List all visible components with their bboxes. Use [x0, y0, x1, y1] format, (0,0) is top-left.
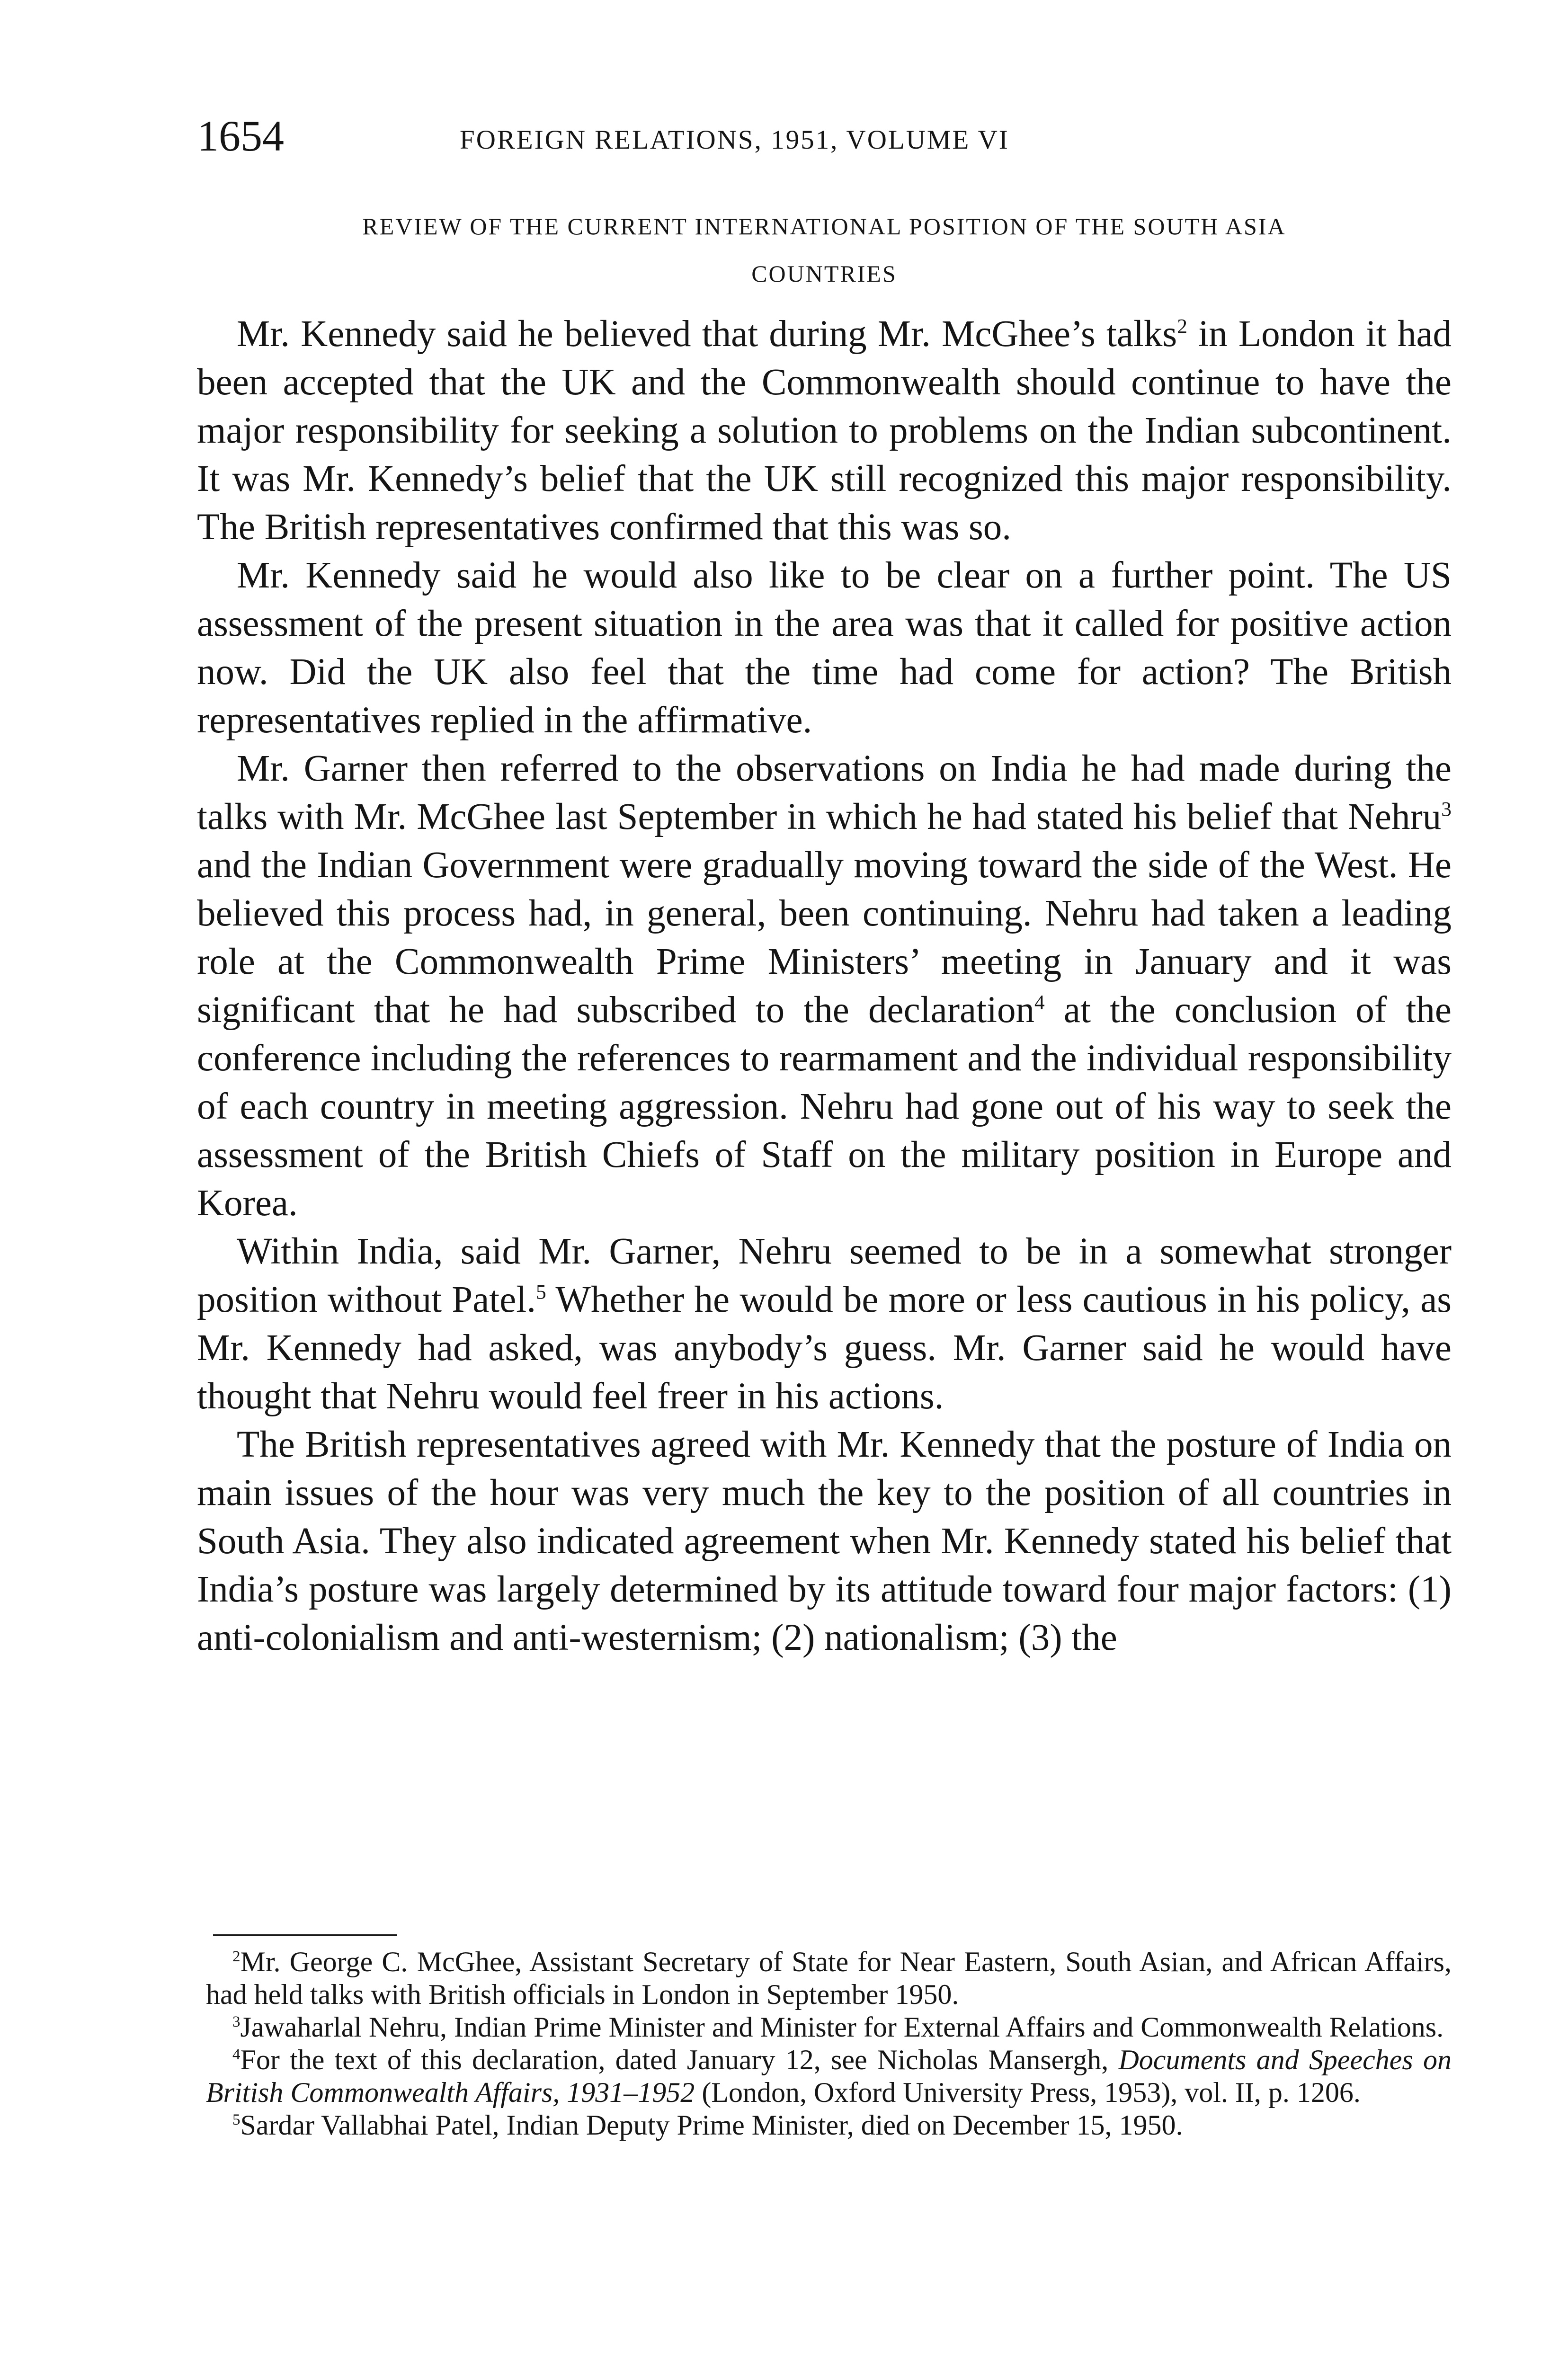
paragraph-4 [197, 1228, 1452, 1421]
footnote-marker: 2 [232, 1948, 241, 1965]
footnote-2 [206, 1946, 1452, 2011]
footnote-2-text: Mr. George C. McGhee, Assistant Secretary of State for Near Eastern, South Asian, and African Affairs, had held talks with British officials in London in September 1950. [206, 1946, 1452, 2010]
running-head [197, 110, 1475, 167]
section-title [197, 203, 1452, 297]
footnote-4 [206, 2044, 1452, 2109]
paragraph-2: Mr. Kennedy said he would also like to be clear on a further point. The US assessment of the present situation in the area was that it called for positive action now. Did the UK also feel that the time had come for action? The British representatives replied in the affirmative. [197, 555, 1452, 741]
footnote-4-text-after-1: (London, Oxford University Press, 1953), vol. [695, 2077, 1235, 2108]
paragraph-1 [197, 310, 1452, 552]
footnote-4-text-before: For the text of this declaration, dated January 12, see Nicholas Mansergh, [240, 2044, 1119, 2075]
paragraph-4-text-b: Whether he would be more or less cautious in his policy, as Mr. Kennedy had asked, was anybody’s guess. Mr. Garner said he would have thought that Nehru would feel freer in his actions. [197, 1279, 1452, 1417]
footnote-5 [206, 2109, 1452, 2142]
journal-title: FOREIGN RELATIONS, 1951, VOLUME VI [460, 125, 1009, 155]
page-number: 1654 [197, 112, 284, 160]
paragraph-1-text-a: Mr. Kennedy said he believed that during Mr. McGhee’s talks [237, 313, 1177, 355]
footnote-4-volume: II [1235, 2077, 1254, 2108]
footnotes [206, 1946, 1452, 2142]
footnote-4-text-after-2: , p. 1206. [1254, 2077, 1361, 2108]
footnote-ref-3: 3 [1441, 798, 1452, 821]
footnote-marker: 4 [232, 2046, 241, 2063]
section-title-line2: COUNTRIES [751, 260, 897, 287]
paragraph-3 [197, 745, 1452, 1228]
footnote-ref-5: 5 [536, 1281, 546, 1304]
footnote-ref-4: 4 [1034, 991, 1045, 1014]
footnote-3 [206, 2011, 1452, 2044]
footnote-marker: 3 [232, 2013, 241, 2030]
paragraph-4-text-a: Within India, said Mr. Garner, Nehru seemed to be in a somewhat stronger position without Patel. [197, 1231, 1452, 1320]
body-text [197, 310, 1452, 1662]
paragraph-1-text-b: in London it had been accepted that the UK and the Commonwealth should continue to have the major responsibility for seeking a solution to problems on the Indian subcontinent. It was Mr. Kennedy’s belief that the UK still recognized this major responsibility. The British representatives confirmed that this was so. [197, 313, 1452, 548]
paragraph-3-text-a: Mr. Garner then referred to the observations on India he had made during the talks with Mr. McGhee last September in which he had stated his belief that Nehru [197, 748, 1452, 837]
section-title-line1: REVIEW OF THE CURRENT INTERNATIONAL POSITION OF THE SOUTH ASIA [362, 213, 1286, 240]
paragraph-3-text-b: and the Indian Government were gradually moving toward the side of the West. He believed this process had, in general, been continuing. Nehru had taken a leading role at the Commonwealth Prime Ministers’ meeting in January and it was significant that he had subscribed to the declaration [197, 845, 1452, 1031]
paragraph-3-text-c: at the conclusion of the conference including the references to rearmament and the individual responsibility of each country in meeting aggression. Nehru had gone out of his way to seek the assessment of the British Chiefs of Staff on the military position in Europe and Korea. [197, 989, 1452, 1224]
footnote-marker: 5 [232, 2111, 241, 2128]
footnote-ref-2: 2 [1177, 315, 1187, 338]
footnote-4-book-title: Documents and Speeches on British Commonwealth Affairs, 1931–1952 [206, 2044, 1452, 2108]
footnote-divider [213, 1934, 397, 1936]
footnote-3-text: Jawaharlal Nehru, Indian Prime Minister and Minister for External Affairs and Commonwealth Relations. [240, 2011, 1444, 2043]
footnote-5-text: Sardar Vallabhai Patel, Indian Deputy Prime Minister, died on December 15, 1950. [240, 2109, 1183, 2141]
paragraph-5: The British representatives agreed with Mr. Kennedy that the posture of India on main issues of the hour was very much the key to the position of all countries in South Asia. They also indicated agreement when Mr. Kennedy stated his belief that India’s posture was largely determined by its attitude toward four major factors: (1) anti-colonialism and anti-westernism; (2) nationalism; (3) the [197, 1424, 1452, 1658]
